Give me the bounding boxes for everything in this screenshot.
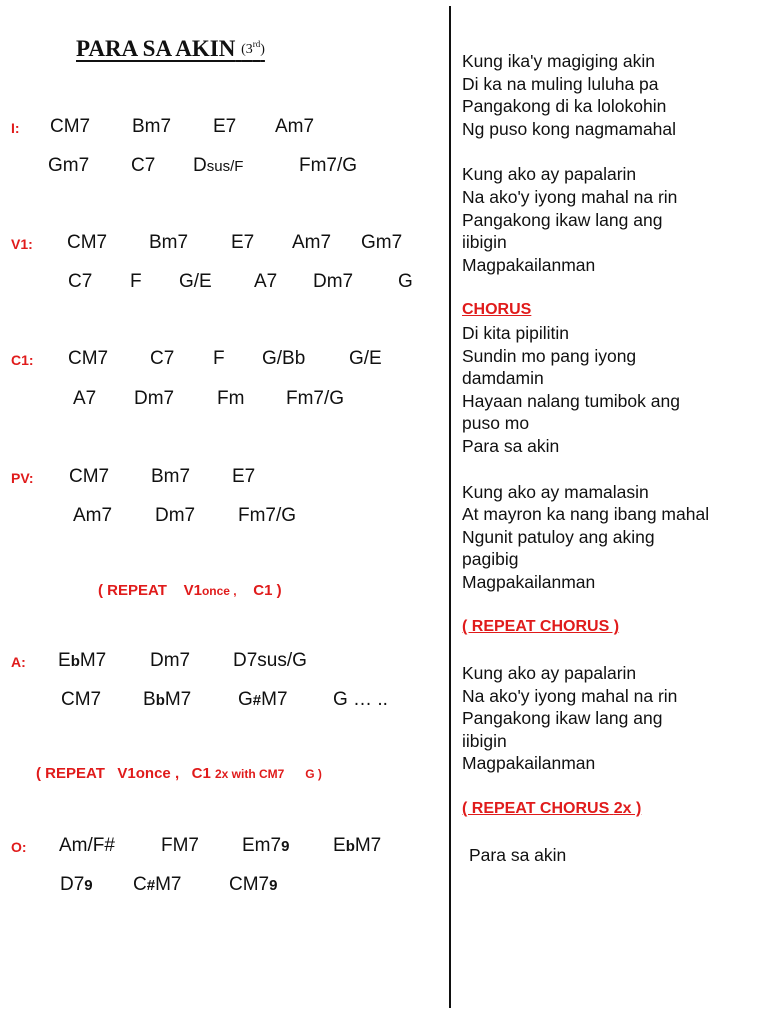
lyric-ending-line: Para sa akin: [469, 844, 567, 865]
prechorus-chords-line-2: [0, 505, 440, 533]
chorus-heading: CHORUS: [462, 301, 532, 319]
chord: Fm7/G: [238, 505, 297, 526]
verse1-chords-line-2: [0, 271, 440, 299]
lyric-line: iibigin: [462, 232, 507, 253]
chord: Bm7: [151, 466, 191, 487]
section-label-prechorus: PV:: [11, 470, 34, 486]
section-label-adlib: A:: [11, 654, 26, 670]
lyric-line: Pangakong di ka lolokohin: [462, 96, 667, 117]
adlib-chords-line-2: [0, 689, 440, 717]
chord: CM7: [67, 232, 108, 253]
section-label-intro: I:: [11, 120, 20, 136]
chord: A7: [73, 388, 97, 409]
lyrics-column: [462, 50, 767, 866]
chord: F: [213, 348, 225, 369]
lyric-line: Kung ako ay papalarin: [462, 663, 637, 684]
chord: E7: [231, 232, 255, 253]
chord: Bm7: [149, 232, 189, 253]
lyric-line: iibigin: [462, 730, 507, 751]
lyric-line: Pangakong ikaw lang ang: [462, 209, 663, 230]
outro-chords-line-2: [0, 874, 440, 902]
chord: C7: [150, 348, 175, 369]
chord: EbM7: [333, 835, 382, 856]
lyric-line: Ng puso kong nagmamahal: [462, 118, 677, 139]
lyric-line: Sundin mo pang iyong: [462, 345, 637, 366]
lyric-line: puso mo: [462, 413, 530, 434]
repeat-note-2: ( REPEAT V1once , C1 2x with CM7 G ): [36, 765, 322, 782]
chorus1-chords-line-1: [0, 348, 440, 376]
chord: Am/F#: [59, 835, 115, 856]
chord: FM7: [161, 835, 199, 856]
adlib-chords-line-1: [0, 650, 440, 678]
chord: Fm: [217, 388, 245, 409]
chord: D79: [60, 874, 93, 895]
lyric-line: Magpakailanman: [462, 753, 596, 774]
chorus1-chords-line-2: [0, 388, 440, 416]
chord: C7: [68, 271, 93, 292]
lyric-line: Magpakailanman: [462, 254, 596, 275]
outro-chords-line-1: [0, 835, 440, 863]
chord: CM7: [68, 348, 109, 369]
chord: Dm7: [155, 505, 196, 526]
chord: G … ..: [333, 689, 388, 710]
section-label-chorus1: C1:: [11, 352, 34, 368]
chord: G#M7: [238, 689, 288, 710]
section-label-outro: O:: [11, 839, 27, 855]
chord: D7sus/G: [233, 650, 307, 671]
chord: CM7: [50, 116, 91, 137]
lyric-line: pagibig: [462, 549, 519, 570]
chord: Gm7: [361, 232, 403, 253]
lyric-line: Di ka na muling luluha pa: [462, 73, 659, 94]
verse1-chords-line-1: [0, 232, 440, 260]
lyric-line: Ngunit patuloy ang aking: [462, 526, 655, 547]
chord: G/Bb: [262, 348, 306, 369]
chord: Am7: [292, 232, 332, 253]
chord: EbM7: [58, 650, 107, 671]
lyric-line: Hayaan nalang tumibok ang: [462, 390, 680, 411]
chord: CM7: [61, 689, 102, 710]
lyric-line: Kung ako ay mamalasin: [462, 481, 649, 502]
chord: G/E: [349, 348, 382, 369]
lyric-line: Pangakong ikaw lang ang: [462, 708, 663, 729]
chord: G/E: [179, 271, 212, 292]
repeat-note-1: ( REPEAT V1once , C1 ): [98, 582, 282, 599]
lyric-line: Na ako'y iyong mahal na rin: [462, 186, 678, 207]
chord: BbM7: [143, 689, 192, 710]
lyric-line: damdamin: [462, 368, 544, 389]
chord: Bm7: [132, 116, 172, 137]
chord: Fm7/G: [299, 155, 358, 176]
chord: CM7: [69, 466, 110, 487]
chord: C#M7: [133, 874, 182, 895]
chord: Dm7: [150, 650, 191, 671]
chord: C7: [131, 155, 156, 176]
column-divider: [449, 6, 451, 1008]
chord: Em79: [242, 835, 290, 856]
chord: E7: [213, 116, 237, 137]
section-label-verse1: V1:: [11, 236, 33, 252]
lyric-line: Na ako'y iyong mahal na rin: [462, 685, 678, 706]
lyric-line: Para sa akin: [462, 435, 560, 456]
chord: Am7: [73, 505, 113, 526]
prechorus-chords-line-1: [0, 466, 440, 494]
repeat-chorus-note: ( REPEAT CHORUS ): [462, 618, 620, 636]
intro-chords-line-2: [0, 155, 440, 183]
chord: E7: [232, 466, 256, 487]
repeat-chorus-2x-note: ( REPEAT CHORUS 2x ): [462, 800, 642, 818]
chord: F: [130, 271, 142, 292]
chord: G: [398, 271, 413, 292]
lyric-line: Kung ako ay papalarin: [462, 164, 637, 185]
chord: Fm7/G: [286, 388, 345, 409]
lyric-line: At mayron ka nang ibang mahal: [462, 504, 710, 525]
chord: Gm7: [48, 155, 90, 176]
chord: Dsus/F: [193, 155, 244, 176]
lyric-line: Magpakailanman: [462, 571, 596, 592]
lyric-line: Kung ika'y magiging akin: [462, 51, 656, 71]
chord: CM79: [229, 874, 278, 895]
chord: Dm7: [313, 271, 354, 292]
chord: A7: [254, 271, 278, 292]
song-title: PARA SA AKIN $^{(3^{rd})}$: [76, 36, 265, 61]
chord: Am7: [275, 116, 315, 137]
intro-chords-line-1: [0, 116, 440, 144]
chord: Dm7: [134, 388, 175, 409]
lyric-line: Di kita pipilitin: [462, 322, 569, 343]
